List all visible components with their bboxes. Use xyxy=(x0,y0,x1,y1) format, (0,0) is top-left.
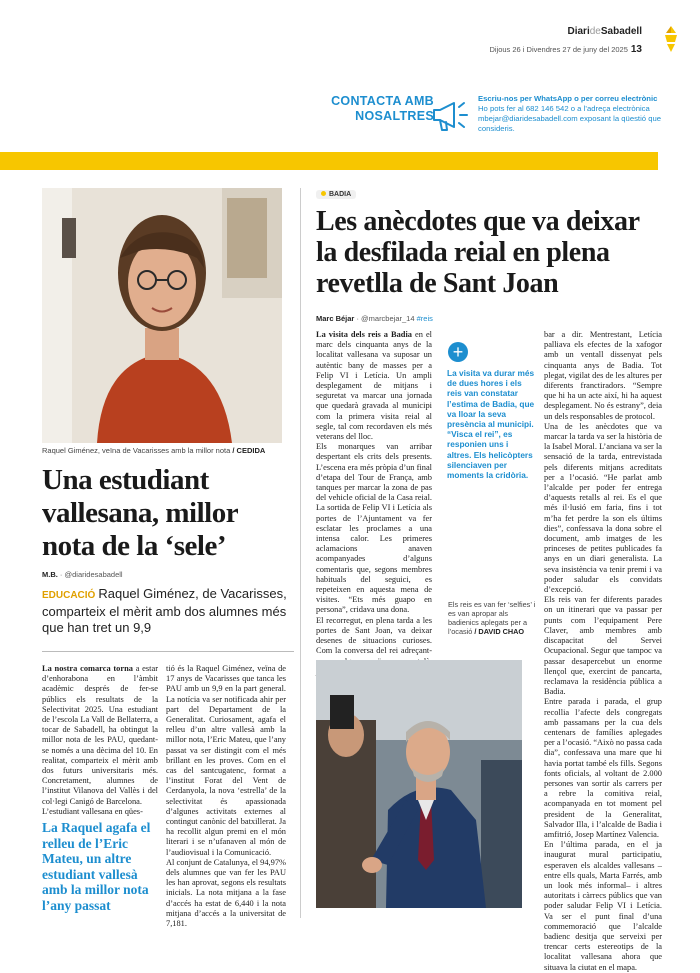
hashtag: #reis xyxy=(416,314,433,323)
caption-2-credit: / DAVID CHAO xyxy=(474,627,525,636)
page-info xyxy=(489,44,642,55)
deck-text: Raquel Giménez, de Vacarisses, comparteix el mèrit amb dos alumnes més que han tret un 9,9 xyxy=(42,586,287,635)
section-tag: EDUCACIÓ xyxy=(42,590,96,601)
author-name: M.B. xyxy=(42,570,58,579)
article-byline-2: Marc Béjar · @marcbejar_14 #reis xyxy=(316,314,433,323)
lead-in: La nostra comarca torna xyxy=(42,664,133,673)
brand-main: Diari xyxy=(567,26,590,37)
caption-credit: / CEDIDA xyxy=(232,446,266,455)
lead-in-2: La visita dels reis a Badia xyxy=(316,330,412,339)
author-handle: @diaridesabadell xyxy=(64,570,123,579)
contact-lead: Escriu-nos per WhatsApp o per correu electrònic xyxy=(478,94,658,103)
article-2-column-1-text: en el marc dels cinquanta anys de la localitat vallesana va suposar un autèntic bany de masses per a Felip VI i Letícia. Un ampli desplegament de mitjans i seguretat va marcar una jornada que quedarà gravada al municipi com la primera visita reial al segle, tal com recordaven els més veterans del lloc. Els monarques van arribar despertant els crits dels presents. L’escena era més pròpia d’un final d’etapa del Tour de França, amb tanques per marcar la zona de pas del vehicle oficial de la Casa reial. La sortida de Felip VI i Letícia als portes de l’Ajuntament va fer esclatar les proclames a una intensa calor. Les primeres aclamacions anaven acompanyades d’alguns comentaris que, segons membres habituals del seguici, es repeteixen en aquesta mena de visites. “Ets més guapo en persona”, cridava una dona. El recorregut, en plena tarda a les portes de Sant Joan, va deixar desenes de situacions curioses. Com la conversa del rei adreçant- xyxy=(316,330,432,656)
pull-quote: La Raquel agafa el relleu de l’Eric Mateu, un altre estudiant vallesà amb la millor nota l’any passat xyxy=(42,820,151,913)
student-portrait-illustration xyxy=(42,188,282,443)
section-divider-bar xyxy=(0,152,658,170)
king-photo xyxy=(316,660,522,908)
brand-end: Sabadell xyxy=(600,26,642,37)
article-column-1 xyxy=(42,664,158,817)
column-divider xyxy=(300,188,301,918)
issue-date: Dijous 26 i Divendres 27 de juny del 2025 xyxy=(489,45,628,54)
contact-text xyxy=(478,94,668,134)
author-handle-2: @marcbejar_14 xyxy=(361,314,415,323)
megaphone-icon xyxy=(428,94,472,134)
caption-text: Raquel Giménez, veïna de Vacarisses amb la millor nota xyxy=(42,446,231,455)
article-column-2: tió és la Raquel Giménez, veïna de 17 anys de Vacarisses que tanca les PAU amb un 9,9 en la part general. La notícia va ser notificada ahir per part del Departament de la Generalitat. Curiosament, agafa el relleu d’un altre vallesà amb la millor nota, l’Eric Mateu, que l’any passat va ser distingit com el més brillant en les proves. Com en el cas del santcugatenc, format a l’institut Forat del Vent de Cerdanyola, la nova ‘estrella’ de la selectivitat és apassionada d’algunes activitats externes al contingut canònic del batxillerat. Ja ha recollit algun premi en el món literari i se n’ufanaven al món de l’audiovisual i la Comunicació. Al conjunt de Catalunya, el 94,97% dels alumnes que van fer les PAU les han aprovat, segons els resultats inicials. La nota mitjana a la fase d’accés ha estat de 6,440 i la nota mitjana d’accés a la universitat de 7,181. xyxy=(166,664,286,929)
photo-caption xyxy=(42,446,282,455)
contact-title: CONTACTA AMB NOSALTRES xyxy=(331,94,434,123)
diari-logo-icon xyxy=(658,24,684,54)
article-headline: Una estudiant vallesana, millor nota de la ‘sele’ xyxy=(42,464,238,562)
article-2-column-1 xyxy=(316,330,432,656)
article-byline: M.B. · @diaridesabadell xyxy=(42,570,123,579)
article-2-column-2: bar a dir. Mentrestant, Letícia palliava els efectes de la xafogor amb un ventall dissenyat pels cinquanta anys de Badia. Tot plegat, vigilat des de les altures per diferents franctiradors. “Sempre que hi ha un acte així, hi ha aquest desplegament. No és estrany”, deia un dels responsables de protocol. Una de les anècdotes que va marcar la tarda va ser la història de la Isabel Moral. L’anciana va ser la sensació de la tarda, entrevistada pels diferents mitjans acreditats per a l’ocasió. “He parlat amb l’alcalde per poder fer entrega d’aquests retalls al rei. Es el que més il·lusió em faria, fins i tot m’ha fet perdre la son els últims dies”, confessava la dona sobre el document, amb imatges de les princeses de petites publicades fa anys en un diari generalista. La seva insistència va tenir premi i va poder saludar els convidats d’excepció. Els reis van fer diferents parades on un itinerari que va passar per punts com l’equipament Pere Claver, amb membres amb discapacitat del Servei Ocupacional. Segur que tampoc va passar desapercebut un enorme llençol que, exercint de pancarta, reclamava la residència pública a Badia. Entre parada i parada, el grup recollia l’afecte dels congregats amb passamans per la cua dels centenars de famílies aplegades per a l’ocasió. “Això no passa cada dia”, confessava una mare que hi havia portat també els fills. Segons fonts oficials, al voltant de 2.000 persones van sortir als carrers per a rebre la comitiva reial, acompanyada en tot moment pel president de la Generalitat, Salvador Illa, i l’alcalde de Badia i amfitrió, Josep Martínez Valencia. En l’última parada, en el ja inaugurat mural participatiu, esperaven els alcaldes vallesans –entre ells quals, Marta Farrés, amb un look més informal– i altres autoritats i càrrecs públics que van poder saludar Felip VI i Letícia. Va ser el punt final d’una commemoració que l’alcalde badienc desitja que serveixi per trencar certs estereotips de la localitat vallesana ahora que situava la ciutat en el mapa. xyxy=(544,330,662,972)
page-number: 13 xyxy=(630,44,642,55)
student-photo xyxy=(42,188,282,443)
column-1-text: a estar d’enhorabona en l’àmbit acadèmic després de fer-se públics els resultats de la Selectivitat 2025. Una estudiant de l’escola La Vall de Bellaterra, a tocar de Sabadell, ha obtingut la millor nota de les PAU, quedant-se només a una dècima del 10. En realitat, comparteix el mèrit amb dos futurs universitaris més. Concretament, alumnes de l’institut Vilanova del Vallès i del col·legi Canigó de Barcelona. L’estudiant vallesana en qües- xyxy=(42,664,158,816)
caption-2-text: Els reis es van fer ‘selfies’ i es van apropar als badienics aplegats per a l’ocasió xyxy=(448,600,536,636)
divider xyxy=(42,651,294,652)
article-deck xyxy=(42,586,294,636)
photo-caption-2 xyxy=(448,600,536,636)
masthead-brand xyxy=(568,26,643,37)
contact-body: Ho pots fer al 682 146 542 o a l’adreça electrònica mbejar@diaridesabadell.com exposant la qüestió que consideris. xyxy=(478,104,662,133)
brand-mid: de xyxy=(589,26,601,37)
article-headline-2: Les anècdotes que va deixar la desfilada reial en plena revetlla de Sant Joan xyxy=(316,206,640,299)
plus-icon: + xyxy=(448,342,468,362)
king-greeting-crowd-illustration xyxy=(316,660,522,908)
section-badge: BADIA xyxy=(316,190,356,199)
pull-quote-2: La visita va durar més de dues hores i els reis van constatar l’estima de Badia, que va lloar la seva presència al municipi. “Visca el rei”, es responien uns i altres. Els helicòpters silenciaven per moments la cridòria. xyxy=(447,368,535,481)
author-name-2: Marc Béjar xyxy=(316,314,355,323)
